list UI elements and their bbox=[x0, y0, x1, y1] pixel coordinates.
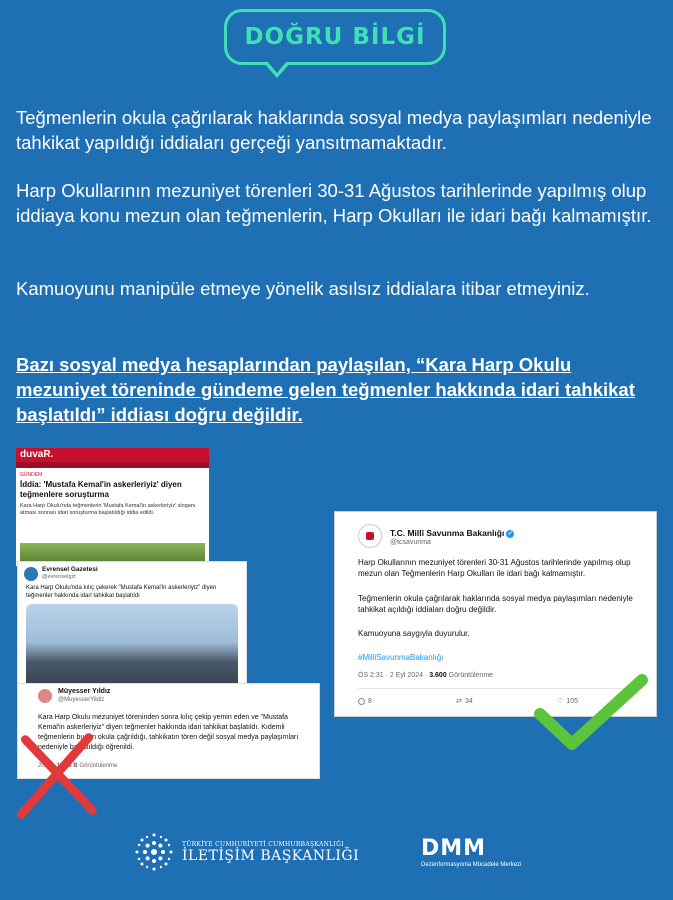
muyesser-text: Kara Harp Okulu mezuniyet töreninden sonra kılıç çekip yemin eden ve "Mustafa Kemal'in askerleriyiz" diyen teğmenler hakkında idari tahkikat başlatıldı. Kıdemli teğmenlerin bugün okula çağrıldığı, tahkikatın tören değil sosyal medya paylaşımları nedeniyle başlatıldığı öğrenildi. bbox=[38, 714, 299, 751]
duvar-logo: duvaR. bbox=[20, 449, 54, 460]
msb-avatar bbox=[358, 524, 382, 548]
reply-action: 8 bbox=[358, 697, 372, 705]
dmm-logo bbox=[421, 838, 521, 868]
msb-name: T.C. Millî Savunma Bakanlığı ✓ bbox=[390, 528, 513, 538]
duvar-headline: İddia: 'Mustafa Kemal'in askerleriyiz' diyen teğmenlere soruşturma bbox=[20, 480, 182, 499]
dmm-wordmark: DMM bbox=[421, 836, 487, 861]
verified-icon: ✓ bbox=[507, 530, 513, 537]
muyesser-handle: @MuyesserYildiz bbox=[58, 697, 105, 703]
sunburst-emblem-icon bbox=[134, 832, 174, 872]
msb-text-3: Kamuoyuna saygıyla duyurulur. bbox=[358, 629, 470, 638]
gov-big-text: İLETİŞİM BAŞKANLIĞI bbox=[182, 847, 360, 864]
msb-handle: @tcsavunma bbox=[390, 539, 431, 546]
msb-text-1: Harp Okullarının mezuniyet törenleri 30-31 Ağustos tarihlerinde yapılmış olup mezun olan Teğmenlerin Harp Okulları ile idari bağı kalmamıştır. bbox=[358, 558, 631, 578]
paragraph-3: Kamuoyunu manipüle etmeye yönelik asılsız iddialara itibar etmeyiniz. bbox=[16, 278, 590, 299]
claim-statement: Bazı sosyal medya hesaplarından paylaşılan, “Kara Harp Okulu mezuniyet töreninde gündeme gelen teğmenler hakkında idari tahkikat başlatıldı” iddiası doğru değildir. bbox=[16, 354, 635, 425]
duvar-news-screenshot bbox=[16, 448, 209, 566]
paragraph-2: Harp Okullarının mezuniyet törenleri 30-31 Ağustos tarihlerinde yapılmış olup iddiaya konu mezun olan teğmenlerin, Harp Okulları ile idari bağı kalmamıştır. bbox=[16, 180, 652, 226]
msb-hashtag-link: #MilliSavunmaBakanlığı bbox=[358, 653, 444, 662]
evrensel-tweet-screenshot bbox=[17, 561, 247, 699]
correct-check-icon bbox=[530, 672, 650, 752]
muyesser-name: Müyesser Yıldız bbox=[58, 688, 111, 695]
duvar-subtitle: Kara Harp Okulu'nda teğmenlerin 'Mustafa Kemal'in askerleriyiz' sloganı atması sonrası idari soruşturma başlatıldığı iddia edildi. bbox=[20, 503, 196, 516]
retweet-icon: ⇄ bbox=[456, 698, 462, 705]
msb-meta: ÖS 2:31 · 2 Eyl 2024 · 3.600 Görüntülenme bbox=[358, 672, 494, 679]
dogru-bilgi-badge bbox=[224, 9, 446, 65]
dmm-subtitle: Dezenformasyonla Mücadele Merkezi bbox=[421, 862, 522, 868]
heart-icon: ♡ bbox=[557, 698, 564, 705]
like-action: ♡ 105 bbox=[557, 697, 578, 705]
badge-label: DOĞRU BİLGİ bbox=[244, 24, 426, 50]
avatar bbox=[38, 689, 52, 703]
retweet-action: ⇄ 34 bbox=[456, 697, 473, 705]
evrensel-name: Evrensel Gazetesi bbox=[42, 566, 98, 573]
msb-text-2: Teğmenlerin okula çağrılarak haklarında sosyal medya paylaşımları nedeniyle tahkikat açıldığı iddiaları doğru değildir. bbox=[358, 594, 633, 614]
iletisim-baskanligi-logo bbox=[134, 832, 359, 872]
avatar bbox=[24, 567, 38, 581]
evrensel-handle: @evrenselgzt bbox=[42, 574, 76, 580]
wrong-cross-icon bbox=[8, 728, 104, 824]
muyesser-meta: 2024 · 108,6 B Görüntülenme bbox=[38, 763, 118, 769]
reply-icon bbox=[358, 698, 365, 705]
evrensel-text: Kara Harp Okulu'nda kılıç çekerek "Mustafa Kemal'in askerleriyiz" diyen teğmenler hakkında idari tahkikat başlatıldı bbox=[26, 585, 217, 599]
duvar-category: GÜNDEM bbox=[20, 472, 43, 478]
paragraph-1: Teğmenlerin okula çağrılarak haklarında sosyal medya paylaşımları nedeniyle tahkikat yapıldığı iddiaları gerçeği yansıtmamaktadır. bbox=[16, 107, 652, 153]
gov-small-text: TÜRKİYE CUMHURİYETİ CUMHURBAŞKANLIĞI bbox=[182, 840, 344, 848]
